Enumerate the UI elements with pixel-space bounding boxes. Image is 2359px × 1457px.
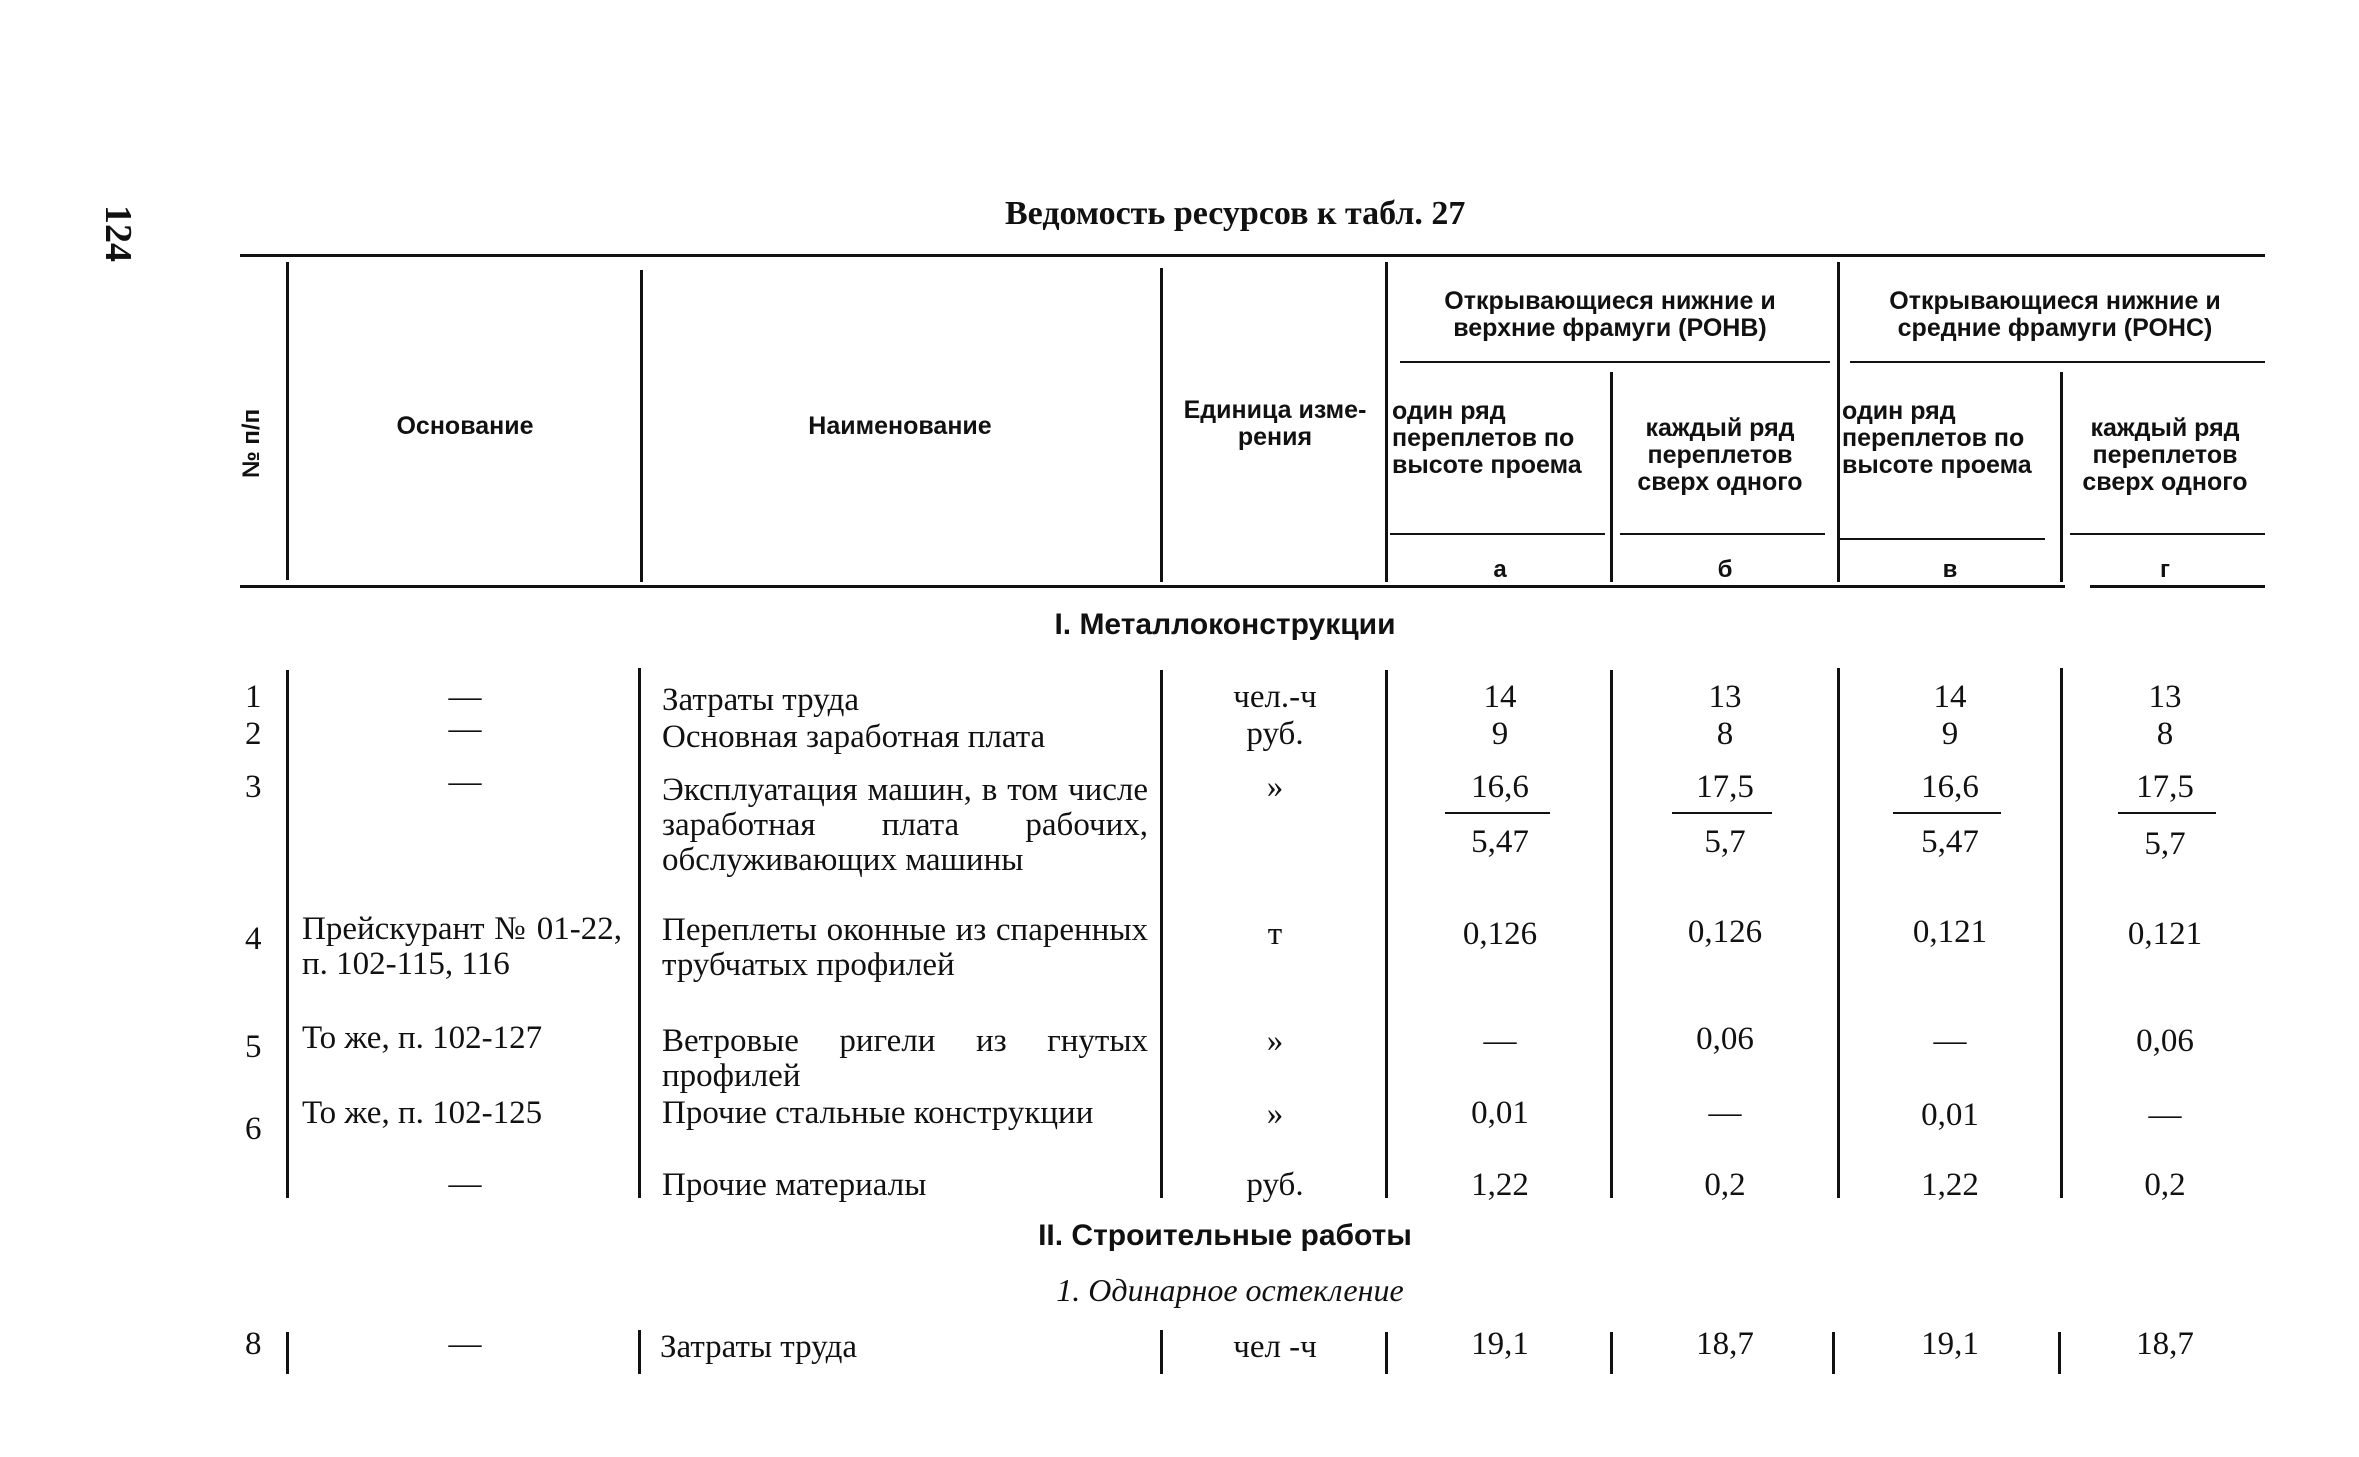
row-number: 3 xyxy=(245,769,262,805)
header-basis: Основание xyxy=(396,412,534,440)
row-value-v: 14 xyxy=(1933,679,1967,715)
row-value-v: 0,01 xyxy=(1921,1097,1979,1133)
row-number: 1 xyxy=(245,679,262,715)
row-value-b: 0,2 xyxy=(1704,1167,1746,1203)
row-basis: То же, п. 102-127 xyxy=(302,1020,543,1056)
row-value-g-bottom: 5,7 xyxy=(2144,826,2186,862)
row-value-v: 0,121 xyxy=(1912,914,1988,950)
header-unit: Единица изме-рения xyxy=(1183,396,1367,451)
row-unit: руб. xyxy=(1246,716,1304,752)
page-number: 124 xyxy=(97,205,139,262)
row-unit: чел -ч xyxy=(1233,1329,1317,1365)
row-value-g: — xyxy=(2148,1097,2182,1133)
body-divider-2 xyxy=(638,668,641,1198)
row-number: 5 xyxy=(245,1029,262,1065)
row-basis: — xyxy=(448,679,482,715)
row8-divider-2 xyxy=(638,1330,641,1374)
row-value-v-top: 16,6 xyxy=(1921,769,1979,805)
row-value-v: 1,22 xyxy=(1921,1167,1979,1203)
row-value-a: — xyxy=(1483,1023,1517,1059)
header-divider-5 xyxy=(1610,372,1613,582)
row-unit: » xyxy=(1266,769,1284,805)
header-npp: № п/п xyxy=(238,408,265,478)
row-value-b-top: 17,5 xyxy=(1696,769,1754,805)
row-value-a: 14 xyxy=(1483,679,1517,715)
row-unit: » xyxy=(1266,1023,1284,1059)
header-group-rons: Открывающиеся нижние и средние фрамуги (РОНС) xyxy=(1889,287,2221,342)
header-divider-6 xyxy=(1837,262,1840,582)
sub-g-rule xyxy=(2070,533,2265,535)
row-value-a: 0,126 xyxy=(1462,916,1538,952)
header-sub-g: каждый ряд переплетов сверх одного xyxy=(2082,414,2248,496)
section-title-construction: II. Строительные работы xyxy=(1038,1219,1412,1252)
header-sub-a: один ряд переплетов по высоте проема xyxy=(1392,397,1582,479)
row-value-a: 0,01 xyxy=(1471,1095,1529,1131)
row-name: Основная заработная плата xyxy=(662,719,1046,755)
row-value-g: 0,2 xyxy=(2144,1167,2186,1203)
row-name: Затраты труда xyxy=(660,1329,858,1365)
row-basis: Прейскурант № 01-22, п. 102-115, 116 xyxy=(302,911,622,982)
header-letter-v: в xyxy=(1942,556,1958,583)
body-divider-5 xyxy=(1610,670,1613,1198)
fraction-bar xyxy=(2118,812,2216,814)
section-title-metal: I. Металлоконструкции xyxy=(1054,608,1396,641)
header-divider-3 xyxy=(1160,268,1163,582)
row-value-g: 8 xyxy=(2156,716,2174,752)
group1-rule xyxy=(1400,361,1830,363)
row8-divider-1 xyxy=(286,1332,289,1374)
row-number: 4 xyxy=(245,921,262,957)
row-basis: — xyxy=(448,1166,482,1202)
row-value-g-top: 17,5 xyxy=(2136,769,2194,805)
header-bottom-rule-end xyxy=(2090,585,2265,588)
row-name: Затраты труда xyxy=(662,682,860,718)
row-name: Эксплуатация машин, в том числе заработная плата рабочих, обслуживающих машины xyxy=(662,772,1148,878)
row-unit: руб. xyxy=(1246,1167,1304,1203)
row-value-v-bottom: 5,47 xyxy=(1921,824,1979,860)
header-divider-4 xyxy=(1385,262,1388,582)
header-sub-b: каждый ряд переплетов сверх одного xyxy=(1637,414,1803,496)
group2-rule xyxy=(1850,361,2265,363)
row-value-a: 1,22 xyxy=(1471,1167,1529,1203)
row-value-b: — xyxy=(1708,1095,1742,1131)
row-number: 2 xyxy=(245,716,262,752)
row-name: Ветровые ригели из гнутых профилей xyxy=(662,1023,1148,1094)
body-divider-4 xyxy=(1385,670,1388,1198)
row-name: Переплеты оконные из спаренных трубчатых профилей xyxy=(662,912,1148,983)
row-number: 6 xyxy=(245,1111,262,1147)
page-title: Ведомость ресурсов к табл. 27 xyxy=(1005,195,1466,232)
header-letter-b: б xyxy=(1717,556,1733,583)
row8-divider-5 xyxy=(1610,1332,1613,1374)
body-divider-1 xyxy=(286,670,289,1198)
sub-v-rule xyxy=(1840,538,2045,540)
row8-divider-4 xyxy=(1385,1332,1388,1374)
row-value-v: 19,1 xyxy=(1921,1326,1979,1362)
row-unit: » xyxy=(1266,1096,1284,1132)
row-value-b-bottom: 5,7 xyxy=(1704,824,1746,860)
row-value-b: 13 xyxy=(1708,679,1742,715)
header-group-ronv: Открывающиеся нижние и верхние фрамуги (РОНВ) xyxy=(1444,287,1776,342)
row-value-g: 18,7 xyxy=(2136,1326,2194,1362)
header-divider-2 xyxy=(640,270,643,582)
row-value-v: 9 xyxy=(1941,716,1959,752)
row-value-g: 0,121 xyxy=(2127,916,2203,952)
row-name: Прочие стальные конструкции xyxy=(662,1095,1094,1131)
subsection-title-glazing: 1. Одинарное остекление xyxy=(1056,1272,1404,1308)
row-basis: То же, п. 102-125 xyxy=(302,1095,543,1131)
row-value-a: 19,1 xyxy=(1471,1326,1529,1362)
row8-divider-3 xyxy=(1160,1330,1163,1374)
row-value-b: 8 xyxy=(1716,716,1734,752)
row-basis: — xyxy=(448,711,482,747)
header-letter-g: г xyxy=(2160,556,2170,583)
row-value-b: 0,126 xyxy=(1687,914,1763,950)
row-value-a-bottom: 5,47 xyxy=(1471,824,1529,860)
row-value-b: 18,7 xyxy=(1696,1326,1754,1362)
row-unit: чел.-ч xyxy=(1233,679,1317,715)
row-value-b: 0,06 xyxy=(1696,1021,1754,1057)
header-divider-7 xyxy=(2060,372,2063,582)
row-basis: — xyxy=(448,1326,482,1362)
row-value-a-top: 16,6 xyxy=(1471,769,1529,805)
fraction-bar xyxy=(1893,812,2001,814)
row-value-a: 9 xyxy=(1491,716,1509,752)
row-value-v: — xyxy=(1933,1023,1967,1059)
header-divider-1 xyxy=(286,262,289,580)
fraction-bar xyxy=(1445,812,1550,814)
row-number: 8 xyxy=(245,1326,262,1362)
fraction-bar xyxy=(1672,812,1772,814)
row-value-g: 13 xyxy=(2148,679,2182,715)
row-basis: — xyxy=(448,764,482,800)
header-name: Наименование xyxy=(808,412,992,440)
row-value-g: 0,06 xyxy=(2136,1023,2194,1059)
sub-a-rule xyxy=(1390,533,1605,535)
body-divider-3 xyxy=(1160,670,1163,1198)
header-sub-v: один ряд переплетов по высоте проема xyxy=(1842,397,2032,479)
row-name: Прочие материалы xyxy=(662,1167,927,1203)
header-bottom-rule xyxy=(240,585,2065,588)
sub-b-rule xyxy=(1620,533,1825,535)
table-top-rule xyxy=(240,254,2265,257)
row-unit: т xyxy=(1267,916,1283,952)
header-letter-a: а xyxy=(1493,556,1507,583)
body-divider-7 xyxy=(2060,668,2063,1198)
